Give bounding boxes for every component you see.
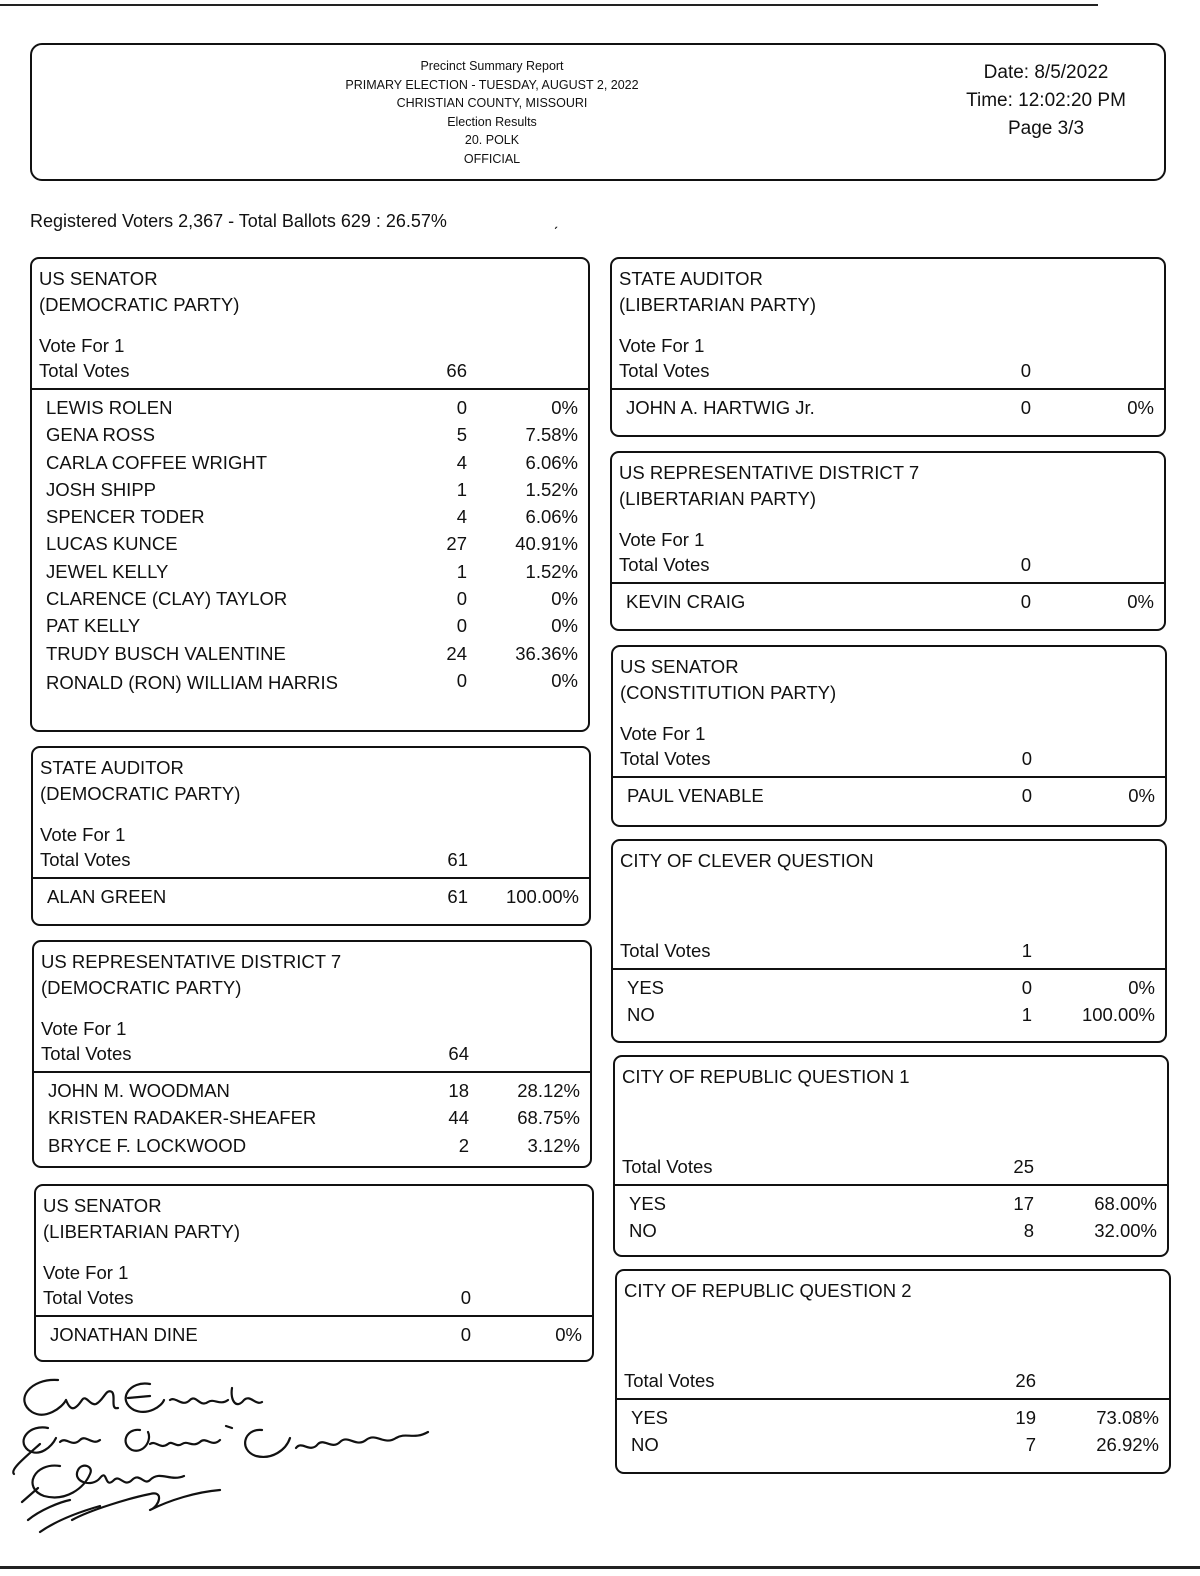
total-votes-row <box>619 553 1164 577</box>
contest-box <box>31 746 591 926</box>
contest-title: CITY OF REPUBLIC QUESTION 2 <box>624 1280 912 1301</box>
total-votes-value: 0 <box>1021 748 1032 769</box>
contest-box <box>611 839 1167 1043</box>
candidate-votes: 61 <box>447 886 468 907</box>
candidate-name: JONATHAN DINE <box>50 1324 198 1345</box>
contest-box <box>610 451 1166 631</box>
contest-party: (DEMOCRATIC PARTY) <box>41 977 242 998</box>
contest-box <box>610 257 1166 437</box>
candidate-votes: 18 <box>448 1080 469 1101</box>
candidate-name: NO <box>627 1004 655 1026</box>
contest-title-block <box>619 266 816 318</box>
candidate-name: SPENCER TODER <box>46 506 205 528</box>
contest-box <box>611 645 1167 827</box>
candidate-list <box>626 397 1154 424</box>
candidate-row <box>46 643 578 670</box>
contest-title-block <box>622 1064 910 1090</box>
total-votes-row <box>624 1369 1169 1393</box>
candidate-percent: 100.00% <box>1081 1004 1155 1026</box>
registered-voters-summary: Registered Voters 2,367 - Total Ballots 629 : 26.57% <box>30 211 447 231</box>
candidate-row <box>46 479 578 506</box>
candidate-votes: 8 <box>1023 1220 1034 1242</box>
contest-title-block <box>40 755 240 807</box>
total-votes-value: 0 <box>1020 360 1031 381</box>
candidate-list <box>629 1193 1157 1248</box>
candidate-votes: 0 <box>1020 591 1031 612</box>
total-votes-value: 0 <box>460 1287 471 1308</box>
contest-party: (DEMOCRATIC PARTY) <box>40 783 241 804</box>
candidate-percent: 68.75% <box>517 1107 580 1129</box>
candidate-list <box>626 591 1154 618</box>
candidate-percent: 3.12% <box>527 1134 580 1156</box>
contest-title: STATE AUDITOR <box>619 268 763 289</box>
candidate-name: PAUL VENABLE <box>627 785 764 806</box>
candidate-row <box>46 424 578 451</box>
total-votes-row <box>620 939 1165 963</box>
candidate-row <box>46 397 578 424</box>
candidate-row <box>627 785 1155 812</box>
divider <box>36 1315 592 1317</box>
vote-for-label: Vote For 1 <box>620 723 706 744</box>
candidate-votes: 0 <box>456 669 467 691</box>
handwritten-signatures <box>0 1370 460 1570</box>
candidate-row <box>627 1004 1155 1031</box>
total-votes-label: Total Votes <box>39 360 130 381</box>
candidate-list <box>46 397 578 724</box>
contest-title: US SENATOR <box>43 1195 162 1216</box>
contest-title-block <box>619 460 919 512</box>
contest-title-block <box>620 654 836 706</box>
candidate-percent: 0% <box>1128 785 1155 806</box>
candidate-row <box>50 1324 582 1351</box>
contest-party: (LIBERTARIAN PARTY) <box>619 488 817 509</box>
candidate-row <box>46 561 578 588</box>
divider <box>617 1398 1169 1400</box>
candidate-votes: 27 <box>446 533 467 555</box>
candidate-row <box>627 977 1155 1004</box>
candidate-votes: 1 <box>456 560 467 582</box>
candidate-row <box>46 670 578 724</box>
total-votes-label: Total Votes <box>620 940 711 961</box>
contest-title-block <box>41 949 341 1001</box>
candidate-percent: 0% <box>551 669 578 691</box>
vote-for-label: Vote For 1 <box>39 335 125 356</box>
total-votes-label: Total Votes <box>40 849 131 870</box>
vote-for-label: Vote For 1 <box>43 1262 129 1283</box>
divider <box>33 877 589 879</box>
candidate-name: JOHN A. HARTWIG Jr. <box>626 397 815 418</box>
candidate-list <box>47 886 579 913</box>
divider <box>612 388 1164 390</box>
candidate-percent: 73.08% <box>1096 1407 1159 1428</box>
candidate-list <box>50 1324 582 1351</box>
candidate-votes: 19 <box>1015 1407 1036 1428</box>
report-date: Date: 8/5/2022 <box>983 62 1109 83</box>
candidate-percent: 0% <box>1128 977 1155 998</box>
candidate-votes: 0 <box>456 397 467 418</box>
contest-party: (LIBERTARIAN PARTY) <box>43 1221 241 1242</box>
top-rule <box>0 4 1098 6</box>
total-votes-value: 26 <box>1015 1370 1036 1391</box>
candidate-name: BRYCE F. LOCKWOOD <box>48 1134 247 1156</box>
total-votes-label: Total Votes <box>624 1370 715 1391</box>
divider <box>612 582 1164 584</box>
candidate-votes: 0 <box>456 588 467 610</box>
divider <box>34 1071 590 1073</box>
candidate-percent: 0% <box>555 1324 582 1345</box>
vote-for-label: Vote For 1 <box>619 529 705 550</box>
total-votes-label: Total Votes <box>622 1156 713 1177</box>
candidate-row <box>46 615 578 642</box>
report-time: Time: 12:02:20 PM <box>966 90 1126 111</box>
candidate-votes: 0 <box>1020 397 1031 418</box>
candidate-votes: 5 <box>456 424 467 446</box>
report-header <box>30 43 1166 181</box>
total-votes-label: Total Votes <box>619 554 710 575</box>
candidate-percent: 1.52% <box>525 478 578 500</box>
page-number: Page 3/3 <box>1007 118 1085 139</box>
candidate-row <box>48 1135 580 1162</box>
divider <box>32 388 588 390</box>
total-votes-label: Total Votes <box>620 748 711 769</box>
candidate-name: GENA ROSS <box>46 424 155 446</box>
candidate-votes: 7 <box>1025 1434 1036 1456</box>
contest-party: (DEMOCRATIC PARTY) <box>39 294 240 315</box>
candidate-percent: 0% <box>1127 591 1154 612</box>
total-votes-label: Total Votes <box>43 1287 134 1308</box>
candidate-row <box>46 506 578 533</box>
official-label: OFFICIAL <box>463 151 521 166</box>
candidate-name: NO <box>629 1220 657 1242</box>
candidate-name: JEWEL KELLY <box>46 560 169 582</box>
candidate-name: TRUDY BUSCH VALENTINE <box>46 642 286 664</box>
candidate-votes: 0 <box>1021 785 1032 806</box>
candidate-percent: 36.36% <box>515 642 578 664</box>
vote-for-label: Vote For 1 <box>619 335 705 356</box>
contest-box <box>30 257 590 732</box>
divider <box>615 1184 1167 1186</box>
candidate-name: KRISTEN RADAKER-SHEAFER <box>48 1107 317 1129</box>
candidate-votes: 44 <box>448 1107 469 1129</box>
divider <box>613 968 1165 970</box>
vote-for-label: Vote For 1 <box>41 1018 127 1039</box>
candidate-votes: 1 <box>1021 1004 1032 1026</box>
contest-title-block <box>39 266 239 318</box>
candidate-row <box>626 397 1154 424</box>
candidate-row <box>46 588 578 615</box>
candidate-percent: 68.00% <box>1094 1193 1157 1214</box>
candidate-row <box>48 1080 580 1107</box>
candidate-name: ALAN GREEN <box>47 886 167 907</box>
candidate-percent: 28.12% <box>517 1080 580 1101</box>
contest-title: STATE AUDITOR <box>40 757 184 778</box>
candidate-row <box>631 1407 1159 1434</box>
contest-title-block <box>43 1193 240 1245</box>
candidate-row <box>631 1434 1159 1461</box>
candidate-list <box>48 1080 580 1162</box>
candidate-name: YES <box>631 1407 669 1428</box>
contest-party: (CONSTITUTION PARTY) <box>620 682 837 703</box>
candidate-votes: 0 <box>460 1324 471 1345</box>
total-votes-label: Total Votes <box>41 1043 132 1064</box>
candidate-name: JOSH SHIPP <box>46 478 156 500</box>
total-votes-row <box>43 1286 592 1310</box>
candidate-list <box>627 785 1155 812</box>
candidate-row <box>626 591 1154 618</box>
contest-box <box>615 1269 1171 1474</box>
vote-for-label: Vote For 1 <box>40 824 126 845</box>
candidate-name: YES <box>629 1193 667 1214</box>
total-votes-row <box>620 747 1165 771</box>
candidate-percent: 100.00% <box>505 886 579 907</box>
candidate-votes: 2 <box>458 1134 469 1156</box>
candidate-percent: 7.58% <box>525 424 578 446</box>
candidate-name: LEWIS ROLEN <box>46 397 173 418</box>
candidate-votes: 4 <box>456 506 467 528</box>
contest-title-block <box>620 848 874 874</box>
candidate-percent: 40.91% <box>515 533 578 555</box>
candidate-percent: 32.00% <box>1094 1220 1157 1242</box>
contest-title: US SENATOR <box>39 268 158 289</box>
candidate-percent: 0% <box>551 588 578 610</box>
divider <box>613 776 1165 778</box>
total-votes-value: 61 <box>447 849 468 870</box>
total-votes-row <box>39 359 588 383</box>
candidate-name: LUCAS KUNCE <box>46 533 178 555</box>
candidate-name: YES <box>627 977 665 998</box>
candidate-row <box>48 1107 580 1134</box>
total-votes-row <box>619 359 1164 383</box>
contest-party: (LIBERTARIAN PARTY) <box>619 294 817 315</box>
candidate-row <box>46 533 578 560</box>
candidate-votes: 4 <box>456 451 467 473</box>
candidate-list <box>627 977 1155 1032</box>
report-subtitle: Election Results <box>447 114 537 129</box>
total-votes-value: 1 <box>1021 940 1032 961</box>
total-votes-row <box>622 1155 1167 1179</box>
candidate-votes: 0 <box>1021 977 1032 998</box>
candidate-percent: 26.92% <box>1096 1434 1159 1456</box>
stray-mark: ˏ <box>553 213 559 230</box>
total-votes-label: Total Votes <box>619 360 710 381</box>
precinct-name: 20. POLK <box>464 133 520 147</box>
contest-box <box>613 1055 1169 1257</box>
contest-box <box>32 940 592 1168</box>
election-name: PRIMARY ELECTION - TUESDAY, AUGUST 2, 2022 <box>345 77 639 92</box>
candidate-list <box>631 1407 1159 1462</box>
report-title: Precinct Summary Report <box>420 59 564 73</box>
total-votes-value: 25 <box>1013 1156 1034 1177</box>
candidate-name: PAT KELLY <box>46 615 141 637</box>
total-votes-value: 66 <box>446 360 467 381</box>
candidate-row <box>629 1193 1157 1220</box>
total-votes-value: 0 <box>1020 554 1031 575</box>
contest-title: CITY OF CLEVER QUESTION <box>620 850 874 871</box>
candidate-name: CLARENCE (CLAY) TAYLOR <box>46 588 288 610</box>
candidate-name: CARLA COFFEE WRIGHT <box>46 451 267 473</box>
candidate-name: NO <box>631 1434 659 1456</box>
candidate-name: JOHN M. WOODMAN <box>48 1080 230 1101</box>
candidate-row <box>47 886 579 913</box>
total-votes-value: 64 <box>448 1043 469 1064</box>
contest-title: US SENATOR <box>620 656 739 677</box>
candidate-percent: 1.52% <box>525 560 578 582</box>
candidate-row <box>46 452 578 479</box>
candidate-percent: 0% <box>551 397 578 418</box>
total-votes-row <box>40 848 589 872</box>
contest-title: US REPRESENTATIVE DISTRICT 7 <box>619 462 920 483</box>
candidate-votes: 17 <box>1013 1193 1034 1214</box>
contest-title: US REPRESENTATIVE DISTRICT 7 <box>41 951 342 972</box>
bottom-rule <box>0 1566 1200 1569</box>
candidate-votes: 24 <box>446 642 467 664</box>
candidate-name: KEVIN CRAIG <box>626 591 746 612</box>
contest-title-block <box>624 1278 912 1304</box>
candidate-votes: 1 <box>456 478 467 500</box>
candidate-percent: 0% <box>551 615 578 637</box>
candidate-percent: 6.06% <box>525 506 578 528</box>
candidate-percent: 6.06% <box>525 451 578 473</box>
candidate-percent: 0% <box>1127 397 1154 418</box>
candidate-votes: 0 <box>456 615 467 637</box>
contest-title: CITY OF REPUBLIC QUESTION 1 <box>622 1066 910 1087</box>
report-title-block <box>322 57 662 168</box>
report-meta <box>936 59 1156 143</box>
total-votes-row <box>41 1042 590 1066</box>
county-name: CHRISTIAN COUNTY, MISSOURI <box>396 96 588 110</box>
candidate-name: RONALD (RON) WILLIAM HARRIS <box>46 671 338 693</box>
candidate-row <box>629 1220 1157 1247</box>
contest-box <box>34 1184 594 1362</box>
